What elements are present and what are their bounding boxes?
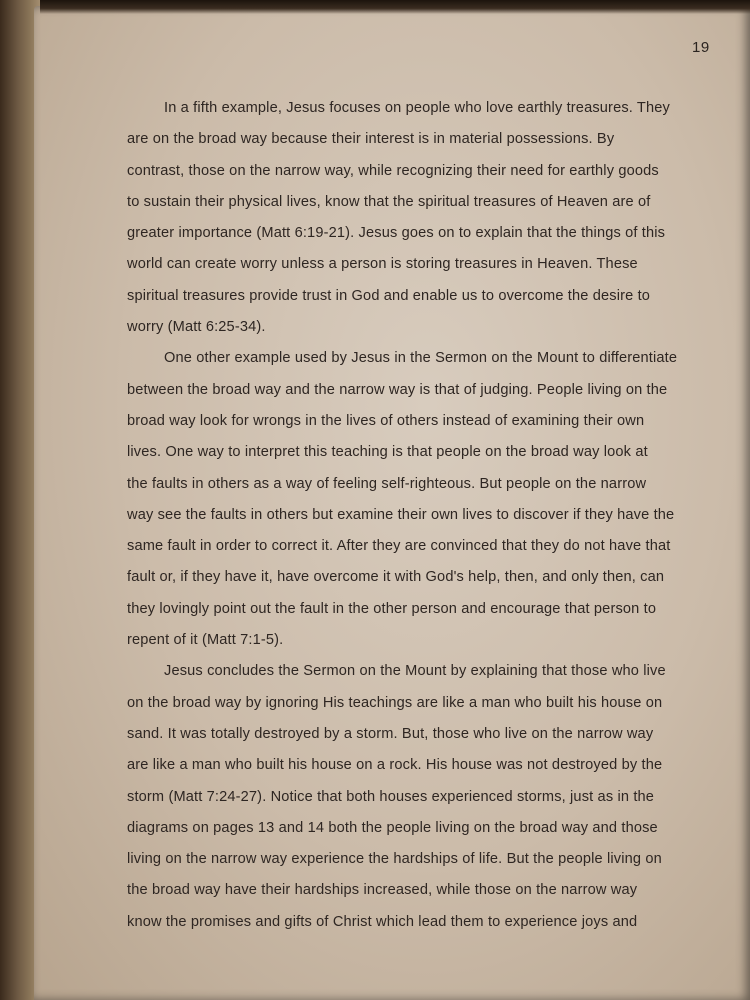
page-number: 19 bbox=[692, 39, 710, 56]
text-line: between the broad way and the narrow way is that of judging. People living on the bbox=[127, 381, 668, 398]
text-line: greater importance (Matt 6:19-21). Jesus goes on to explain that the things of this bbox=[127, 225, 666, 242]
body-text bbox=[127, 98, 732, 943]
text-line: are like a man who built his house on a rock. His house was not destroyed by the bbox=[127, 757, 663, 774]
text-line: Jesus concludes the Sermon on the Mount by explaining that those who live bbox=[164, 663, 666, 680]
text-line: lives. One way to interpret this teaching is that people on the broad way look at bbox=[127, 444, 648, 461]
text-line: the broad way have their hardships increased, while those on the narrow way bbox=[127, 882, 638, 899]
text-line: are on the broad way because their interest is in material possessions. By bbox=[127, 131, 615, 148]
text-line: know the promises and gifts of Christ which lead them to experience joys and bbox=[127, 913, 638, 930]
text-line: One other example used by Jesus in the Sermon on the Mount to differentiate bbox=[164, 350, 678, 367]
paragraph-treasures bbox=[127, 98, 732, 348]
text-line: same fault in order to correct it. After they are convinced that they do not have that bbox=[127, 538, 671, 555]
paragraph-conclusion bbox=[127, 661, 732, 943]
text-line: they lovingly point out the fault in the other person and encourage that person to bbox=[127, 600, 657, 617]
text-line: worry (Matt 6:25-34). bbox=[127, 319, 266, 336]
text-line: on the broad way by ignoring His teachings are like a man who built his house on bbox=[127, 694, 663, 711]
text-line: storm (Matt 7:24-27). Notice that both houses experienced storms, just as in the bbox=[127, 788, 655, 805]
text-line: sand. It was totally destroyed by a storm. But, those who live on the narrow way bbox=[127, 725, 654, 742]
text-line: repent of it (Matt 7:1-5). bbox=[127, 632, 284, 649]
text-line: fault or, if they have it, have overcome it with God's help, then, and only then, can bbox=[127, 569, 665, 586]
paragraph-judging bbox=[127, 348, 732, 661]
text-line: way see the faults in others but examine their own lives to discover if they have the bbox=[127, 506, 675, 523]
text-line: the faults in others as a way of feeling self-righteous. But people on the narrow bbox=[127, 475, 647, 492]
text-line: to sustain their physical lives, know that the spiritual treasures of Heaven are of bbox=[127, 193, 651, 210]
text-line: broad way look for wrongs in the lives of others instead of examining their own bbox=[127, 412, 645, 429]
text-line: contrast, those on the narrow way, while recognizing their need for earthly goods bbox=[127, 162, 659, 179]
text-line: spiritual treasures provide trust in God and enable us to overcome the desire to bbox=[127, 287, 651, 304]
text-line: diagrams on pages 13 and 14 both the people living on the broad way and those bbox=[127, 819, 658, 836]
text-line: living on the narrow way experience the hardships of life. But the people living on bbox=[127, 851, 662, 868]
top-edge-shadow bbox=[40, 0, 750, 14]
text-line: In a fifth example, Jesus focuses on people who love earthly treasures. They bbox=[164, 100, 670, 116]
text-line: world can create worry unless a person is storing treasures in Heaven. These bbox=[127, 256, 638, 273]
book-page bbox=[34, 6, 750, 1000]
